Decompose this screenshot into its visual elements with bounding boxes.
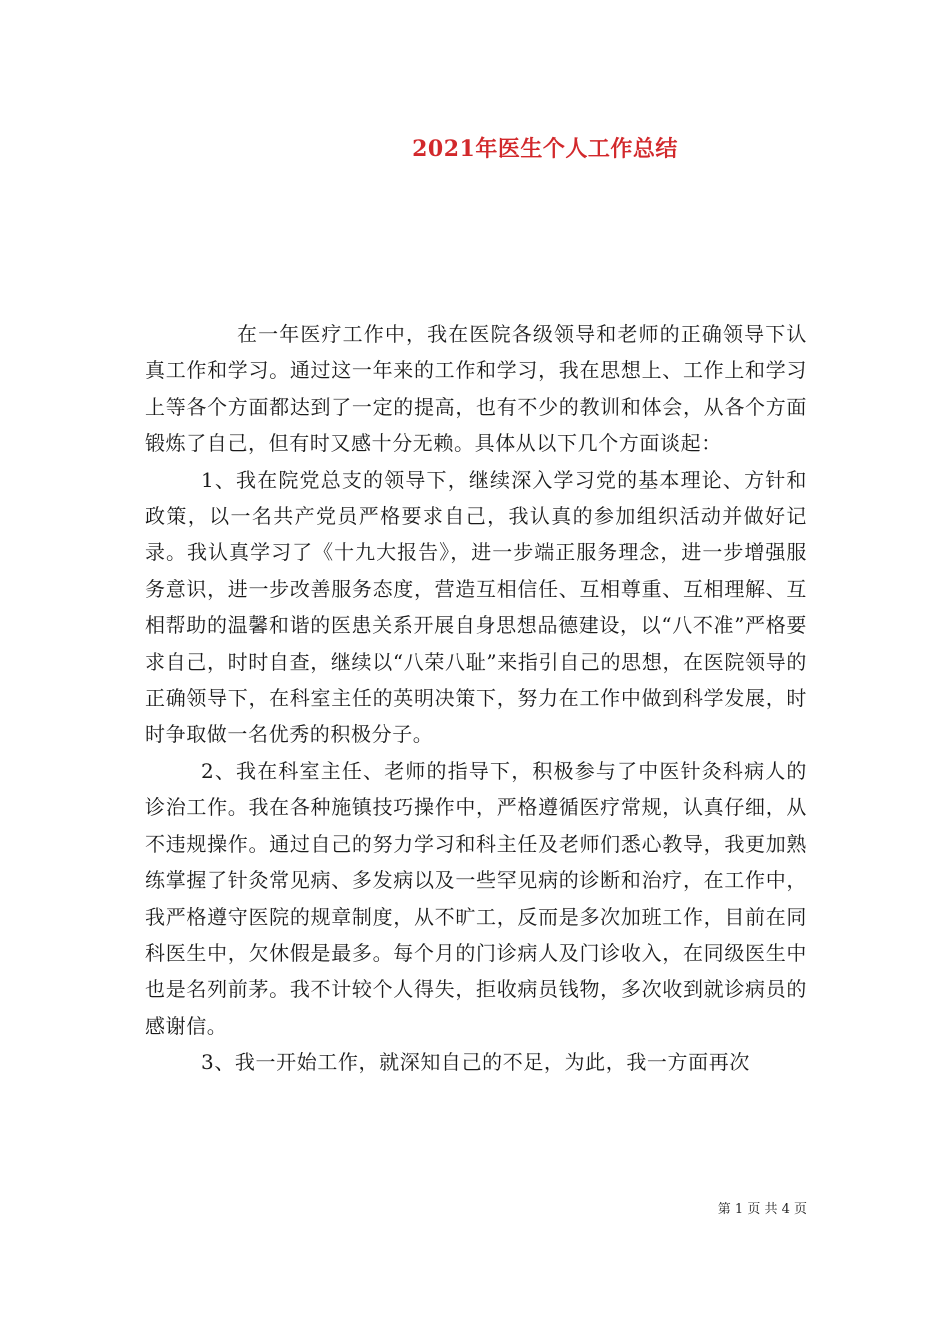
paragraph-intro: 在一年医疗工作中，我在医院各级领导和老师的正确领导下认真工作和学习。通过这一年来的工作和学习，我在思想上、工作上和学习上等各个方面都达到了一定的提高，也有不少的教训和体会，从各个方面锻炼了自己，但有时又感十分无赖。具体从以下几个方面谈起： [145,322,807,456]
paragraph-2: 2、我在科室主任、老师的指导下，积极参与了中医针灸科病人的诊治工作。我在各种施镇技巧操作中，严格遵循医疗常规，认真仔细，从不违规操作。通过自己的努力学习和科主任及老师们悉心教导，我更加熟练掌握了针灸常见病、多发病以及一些罕见病的诊断和治疗，在工作中，我严格遵守医院的规章制度，从不旷工，反而是多次加班工作，目前在同科医生中，欠休假是最多。每个月的门诊病人及门诊收入，在同级医生中也是名列前茅。我不计较个人得失，拒收病员钱物，多次收到就诊病员的感谢信。 [145,758,807,1038]
page-footer: 第 1 页 共 4 页 [717,1202,807,1217]
document-title: 2021年医生个人工作总结 [412,136,678,162]
document-body [145,316,807,1081]
paragraph-1: 1、我在院党总支的领导下，继续深入学习党的基本理论、方针和政策，以一名共产党员严格要求自己，我认真的参加组织活动并做好记录。我认真学习了《十九大报告》，进一步端正服务理念，进一步增强服务意识，进一步改善服务态度，营造互相信任、互相尊重、互相理解、互相帮助的温馨和谐的医患关系开展自身思想品德建设，以“八不准”严格要求自己，时时自查，继续以“八荣八耻”来指引自己的思想，在医院领导的正确领导下，在科室主任的英明决策下，努力在工作中做到科学发展，时时争取做一名优秀的积极分子。 [145,467,807,747]
paragraph-3: 3、我一开始工作，就深知自己的不足，为此，我一方面再次 [201,1050,750,1075]
